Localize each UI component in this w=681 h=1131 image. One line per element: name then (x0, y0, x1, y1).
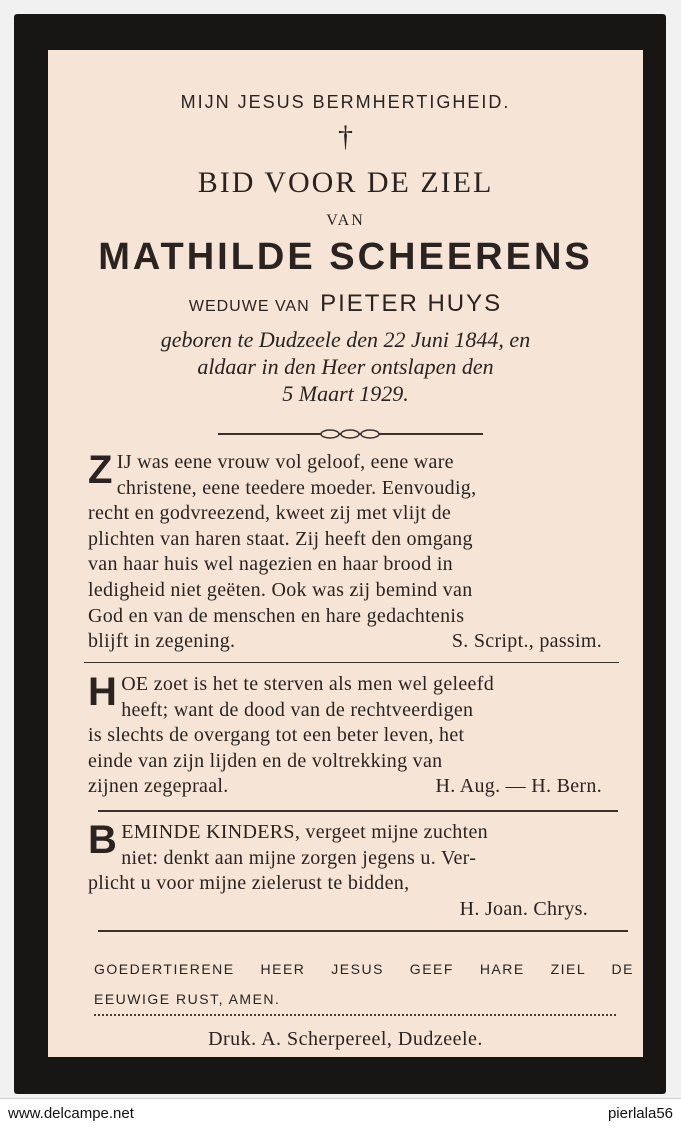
divider (98, 810, 618, 812)
pray-heading: BID VOOR DE ZIEL (197, 166, 494, 199)
drop-cap: Z (88, 448, 113, 492)
ornament-divider-icon (218, 426, 483, 442)
text-line: ledigheid niet geëten. Ook was zij bemind van (88, 578, 473, 601)
text-left: blijft in zegening. (88, 630, 236, 653)
footer-user: pierlala56 (607, 1105, 673, 1122)
van-label: VAN (326, 212, 365, 229)
card-header: MIJN JESUS BERMHERTIGHEID. (180, 92, 511, 112)
text-line: heeft; want de dood van de rechtveerdigen (121, 698, 474, 721)
divider (98, 930, 628, 932)
paragraph-1 (88, 450, 616, 655)
text-line: einde van zijn lijden en de voltrekking van (88, 749, 443, 772)
text-line: is slechts de overgang tot een beter leven, het (88, 724, 465, 747)
text-line: EMINDE KINDERS, vergeet mijne zuchten (121, 821, 488, 843)
citation: S. Script., passim. (451, 630, 602, 653)
dotted-divider (94, 1014, 616, 1016)
paragraph-2 (88, 672, 616, 800)
widow-name: PIETER HUYS (320, 290, 503, 317)
widow-prefix: WEDUWE VAN (188, 298, 310, 315)
text-line: God en van de menschen en hare gedachtenis (88, 604, 465, 627)
card-paper (48, 50, 643, 1057)
drop-cap: B (88, 818, 118, 862)
birth-line: 5 Maart 1929. (282, 381, 409, 406)
prayer-line: EEUWIGE RUST, AMEN. (94, 991, 281, 1007)
text-line: OE zoet is het te sterven als men wel geleefd (121, 673, 494, 695)
text-line: plichten van haren staat. Zij heeft den omgang (88, 527, 473, 550)
text-left: zijnen zegepraal. (88, 775, 229, 798)
prayer-line: GOEDERTIERENE HEER JESUS GEEF HARE ZIEL DE (94, 961, 634, 977)
text-line: niet: denkt aan mijne zorgen jegens u. Ver- (121, 846, 477, 869)
text-line-last (88, 629, 616, 655)
text-line-last (88, 774, 616, 800)
citation: H. Aug. — H. Bern. (435, 775, 602, 798)
widow-line (48, 290, 643, 318)
deceased-name: MATHILDE SCHEERENS (98, 236, 593, 278)
prayer-text (94, 954, 634, 1014)
drop-cap: H (88, 670, 118, 714)
watermark-bar (0, 1098, 681, 1131)
divider (84, 662, 619, 663)
text-line: plicht u voor mijne zielerust te bidden, (88, 872, 410, 895)
footer-site[interactable]: www.delcampe.net (8, 1105, 134, 1122)
text-line: van haar huis wel nagezien en haar brood in (88, 553, 453, 576)
printer-credit: Druk. A. Scherpereel, Dudzeele. (208, 1028, 483, 1050)
birth-death-info (48, 326, 643, 407)
text-line-last (88, 897, 616, 923)
memorial-card (14, 14, 666, 1094)
text-line: recht en godvreezend, kweet zij met vlijt de (88, 502, 452, 525)
text-line: christene, eene teedere moeder. Eenvoudig, (116, 476, 477, 499)
paragraph-3 (88, 820, 616, 922)
citation: H. Joan. Chrys. (459, 897, 588, 920)
birth-line: geboren te Dudzeele den 22 Juni 1844, en (160, 327, 531, 352)
text-line: IJ was eene vrouw vol geloof, eene ware (116, 451, 454, 473)
cross-icon: † (338, 120, 353, 153)
birth-line: aldaar in den Heer ontslapen den (197, 354, 494, 379)
